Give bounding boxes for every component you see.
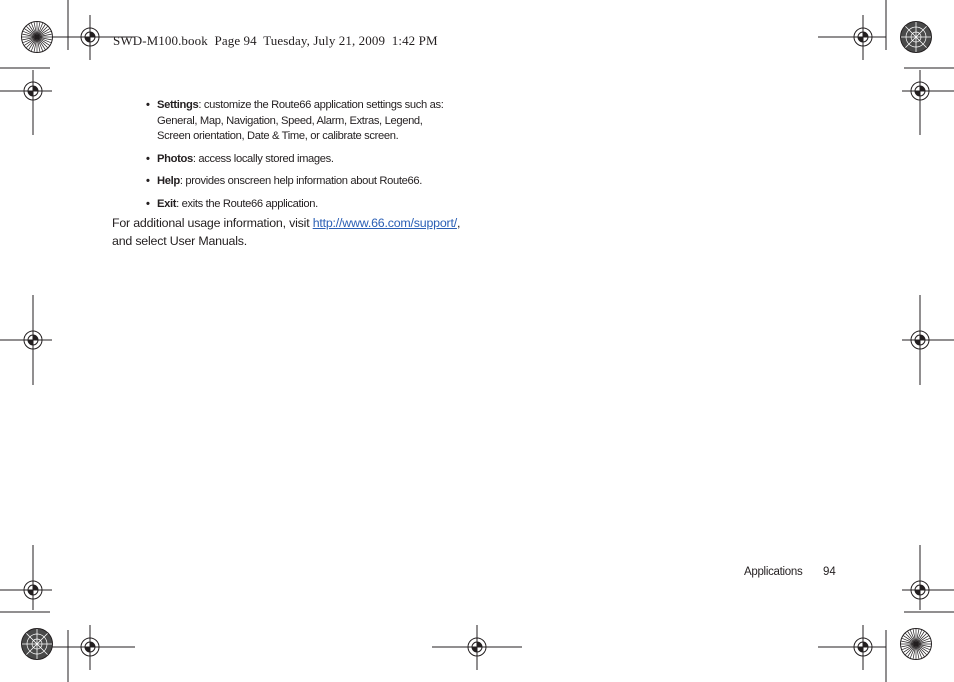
footer-section-name: Applications — [744, 566, 803, 578]
bullet-item-help — [146, 174, 456, 190]
feature-bullet-list — [146, 98, 456, 219]
paragraph-text-after: , and select User Manuals. — [112, 216, 461, 248]
usage-info-paragraph — [112, 214, 462, 250]
bullet-dot-icon: • — [146, 152, 150, 165]
bullet-term: Exit — [157, 197, 177, 210]
bullet-item-exit — [146, 197, 456, 213]
print-header-slug: SWD-M100.book Page 94 Tuesday, July 21, 2009 1:42 PM — [113, 33, 438, 48]
bullet-term: Settings — [157, 99, 199, 111]
bullet-dot-icon: • — [146, 99, 150, 111]
bullet-description: : provides onscreen help information about Route66. — [179, 175, 422, 187]
paragraph-text-before: For additional usage information, visit — [112, 216, 313, 230]
bullet-dot-icon: • — [146, 175, 150, 187]
bullet-description: : access locally stored images. — [192, 152, 334, 165]
bullet-dot-icon: • — [146, 197, 150, 210]
bullet-item-photos — [146, 152, 456, 168]
support-link[interactable]: http://www.66.com/support/ — [312, 216, 457, 230]
bullet-term: Photos — [157, 152, 193, 165]
bullet-description: : exits the Route66 application. — [176, 197, 318, 210]
footer-page-number: 94 — [823, 566, 836, 578]
bullet-description: : customize the Route66 application settings such as: General, Map, Navigation, Speed, Alarm, Extras, Legend, Screen orientation, Date & Time, or calibrate screen. — [157, 99, 444, 142]
bullet-item-settings — [146, 98, 456, 145]
bullet-term: Help — [157, 175, 180, 187]
